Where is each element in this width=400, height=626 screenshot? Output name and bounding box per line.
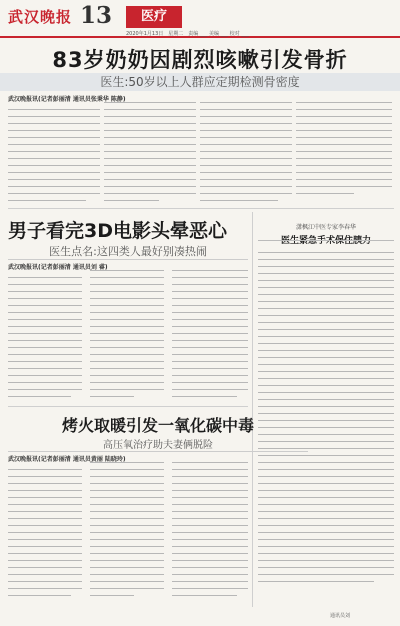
- story2-column-3: [172, 264, 248, 397]
- story1-byline: 武汉晚报讯(记者彭丽清 通讯员张秉华 陈静): [8, 96, 126, 103]
- page-number: 13: [80, 2, 113, 29]
- sidebar-byline: 通讯员刘: [330, 613, 351, 619]
- divider: [258, 240, 394, 241]
- divider: [8, 451, 308, 452]
- divider: [8, 259, 248, 260]
- story3-deck: 高压氧治疗助夫妻俩脱险: [103, 440, 213, 451]
- story2-byline: 武汉晚报讯(记者彭丽清 通讯员刘 睿): [8, 264, 108, 271]
- paper-name: 武汉晚报: [8, 8, 73, 26]
- story3-byline: 武汉晚报讯(记者彭丽清 通讯员黄丽 陆晓玲): [8, 456, 126, 463]
- divider: [8, 208, 394, 209]
- story2-column-1: [8, 264, 108, 397]
- masthead: [0, 0, 400, 38]
- story3-column-2: [90, 456, 164, 596]
- date-line: 2020年1月13日 星期二 责编 ___ 美编 ___ 校对 ___: [126, 31, 249, 37]
- sidebar-title: 医生紧急手术保住胰力: [280, 236, 371, 246]
- story3-column-1: [8, 456, 126, 596]
- story1-headline: 83岁奶奶因剧烈咳嗽引发骨折: [52, 48, 348, 72]
- story2-deck: 医生点名:这四类人最好别凑热闹: [49, 245, 207, 258]
- sidebar-header: [258, 222, 394, 246]
- divider: [8, 406, 248, 407]
- story1-column-4: [296, 96, 392, 194]
- story2-column-2: [90, 264, 164, 397]
- story3-column-3: [172, 456, 248, 596]
- story3-headline: 烤火取暖引发一氧化碳中毒: [61, 416, 254, 435]
- section-tag: 医疗: [126, 6, 182, 28]
- column-divider: [252, 212, 253, 607]
- story1-column-2: [104, 96, 196, 201]
- story1-column-1: [8, 96, 126, 201]
- sidebar-subtitle: 潇枫江中医专家李春华: [295, 224, 356, 231]
- story1-column-3: [200, 96, 292, 201]
- story1-deck: 医生:50岁以上人群应定期检测骨密度: [0, 73, 400, 91]
- story2-headline: 男子看完3D电影头晕恶心: [8, 220, 227, 242]
